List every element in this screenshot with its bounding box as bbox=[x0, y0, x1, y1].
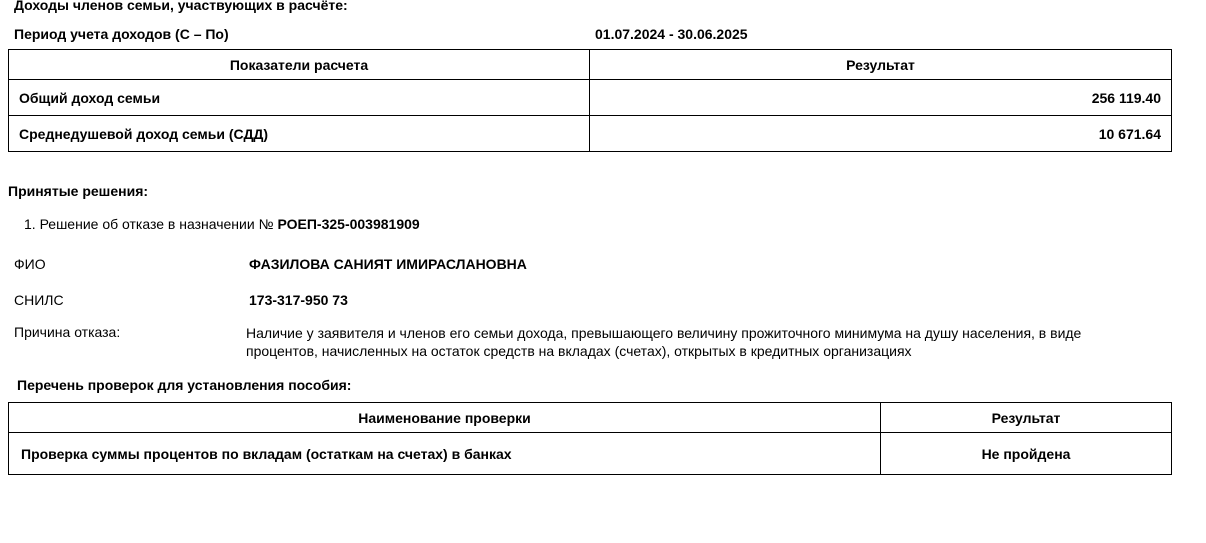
check-name: Проверка суммы процентов по вкладам (остаткам на счетах) в банках bbox=[9, 433, 881, 475]
table-row bbox=[9, 116, 1172, 152]
refusal-reason-label: Причина отказа: bbox=[14, 324, 121, 340]
table-header-row bbox=[9, 403, 1172, 433]
period-label: Период учета доходов (С – По) bbox=[14, 26, 229, 42]
column-header-check-result: Результат bbox=[881, 403, 1172, 433]
fio-label: ФИО bbox=[14, 256, 46, 272]
snils-label: СНИЛС bbox=[14, 292, 64, 308]
period-value: 01.07.2024 - 30.06.2025 bbox=[595, 26, 748, 42]
checks-table bbox=[8, 402, 1172, 475]
column-header-result: Результат bbox=[590, 50, 1172, 80]
decision-number: РОЕП-325-003981909 bbox=[277, 216, 420, 232]
row-value-total-income: 256 119.40 bbox=[590, 80, 1172, 116]
refusal-reason-text: Наличие у заявителя и членов его семьи дохода, превышающего величину прожиточного минимума на душу населения, в виде процентов, начисленных на остаток средств на вкладах (счетах), открытых в кредитных организациях bbox=[246, 325, 1082, 359]
column-header-check-name: Наименование проверки bbox=[9, 403, 881, 433]
row-label-total-income: Общий доход семьи bbox=[9, 80, 590, 116]
income-table bbox=[8, 49, 1172, 152]
row-value-per-capita-income: 10 671.64 bbox=[590, 116, 1172, 152]
table-row bbox=[9, 80, 1172, 116]
checks-heading: Перечень проверок для установления пособия: bbox=[17, 377, 352, 393]
table-row bbox=[9, 433, 1172, 475]
decision-item-prefix: 1. Решение об отказе в назначении № bbox=[24, 216, 278, 232]
decision-item bbox=[24, 216, 420, 232]
check-result: Не пройдена bbox=[881, 433, 1172, 475]
row-label-per-capita-income: Среднедушевой доход семьи (СДД) bbox=[9, 116, 590, 152]
fio-value: ФАЗИЛОВА САНИЯТ ИМИРАСЛАНОВНА bbox=[249, 256, 527, 272]
income-section-heading: Доходы членов семьи, участвующих в расчёте: bbox=[14, 0, 348, 13]
snils-value: 173-317-950 73 bbox=[249, 292, 348, 308]
decisions-heading: Принятые решения: bbox=[8, 183, 149, 199]
column-header-indicators: Показатели расчета bbox=[9, 50, 590, 80]
table-header-row bbox=[9, 50, 1172, 80]
